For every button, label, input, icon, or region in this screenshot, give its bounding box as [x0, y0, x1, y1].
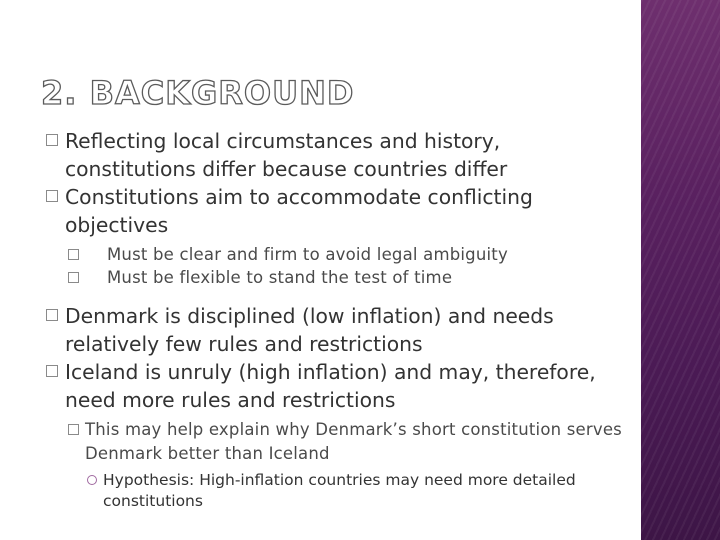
square-bullet-icon: [46, 134, 58, 146]
sub-bullet-text: Must be flexible to stand the test of time: [107, 268, 453, 287]
decorative-side-band: [641, 0, 720, 540]
bullet-list: [44, 127, 634, 512]
square-bullet-icon: [68, 272, 79, 283]
side-band-texture: [641, 0, 720, 540]
bullet-text: Constitutions aim to accommodate conflicting objectives: [65, 185, 533, 237]
sub-bullet-text: This may help explain why Denmark’s short constitution serves Denmark better than Iceland: [85, 420, 622, 463]
slide-title: 2. BACKGROUND: [41, 74, 355, 112]
bullet-item: [44, 358, 634, 414]
sub-sub-bullet-item: [44, 470, 634, 512]
sub-bullet-item: [44, 266, 634, 290]
bullet-text: Denmark is disciplined (low inflation) and needs relatively few rules and restrictions: [65, 304, 554, 356]
sub-bullet-item: [44, 418, 634, 466]
circle-bullet-icon: [87, 475, 97, 485]
square-bullet-icon: [46, 309, 58, 321]
sub-bullet-text: Must be clear and firm to avoid legal ambiguity: [107, 245, 508, 264]
sub-sub-bullet-text: Hypothesis: High-inflation countries may need more detailed constitutions: [103, 471, 576, 510]
square-bullet-icon: [46, 365, 58, 377]
square-bullet-icon: [46, 190, 58, 202]
bullet-item: [44, 302, 634, 358]
square-bullet-icon: [68, 249, 79, 260]
bullet-text: Iceland is unruly (high inflation) and may, therefore, need more rules and restrictions: [65, 360, 596, 412]
bullet-text: Reflecting local circumstances and history, constitutions differ because countries differ: [65, 129, 508, 181]
bullet-item: [44, 183, 634, 239]
sub-bullet-item: [44, 243, 634, 267]
square-bullet-icon: [68, 424, 79, 435]
bullet-item: [44, 127, 634, 183]
